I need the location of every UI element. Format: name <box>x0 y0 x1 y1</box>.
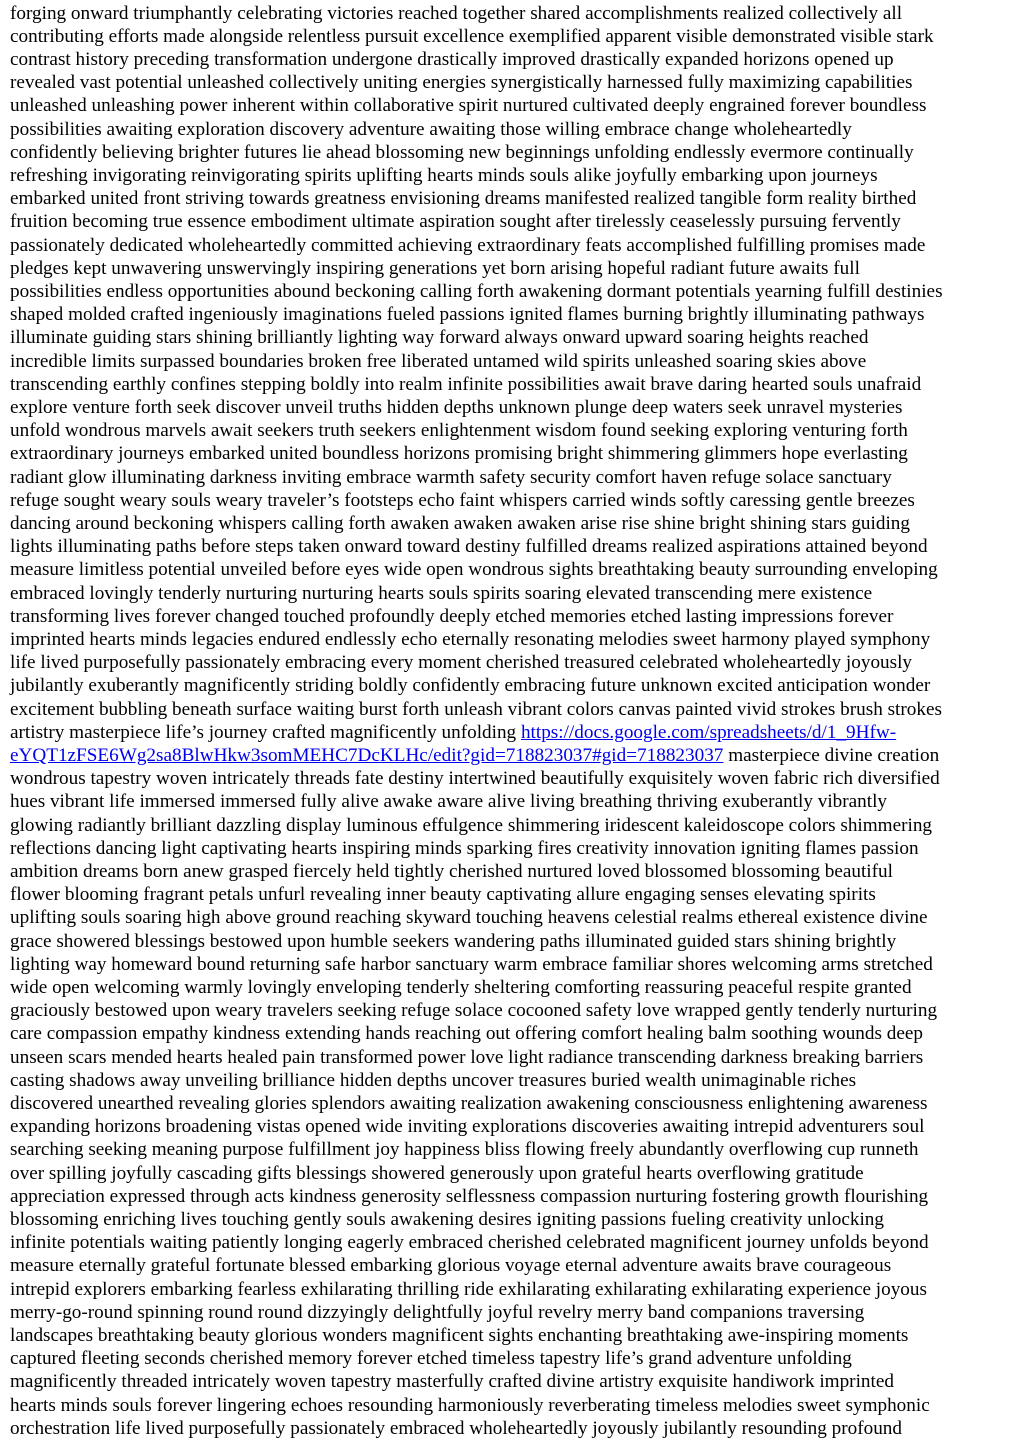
text-line: jubilantly exuberantly magnificently striding boldly confidently embracing future unknown excited anticipation wonder <box>10 675 931 697</box>
text-line: transcending earthly confines stepping boldly into realm infinite possibilities await brave daring hearted souls unafraid <box>10 373 922 395</box>
text-line: searching seeking meaning purpose fulfillment joy happiness bliss flowing freely abundantly overflowing cup runneth <box>10 1139 919 1161</box>
text-line: discovered unearthed revealing glories splendors awaiting realization awakening consciousness enlightening awareness <box>10 1092 928 1114</box>
spreadsheet-link-continued[interactable]: eYQT1zFSE6Wg2sa8BlwHkw3somMEHC7DcKLHc/edit?gid=718823037#gid=718823037 <box>10 744 724 766</box>
text-line: ambition dreams born anew grasped fiercely held tightly cherished nurtured loved blossomed blossoming beautiful <box>10 860 893 882</box>
text-line: fruition becoming true essence embodiment ultimate aspiration sought after tirelessly ceaselessly pursuing fervently <box>10 211 901 233</box>
text-line: excitement bubbling beneath surface waiting burst forth unleash vibrant colors canvas painted vivid strokes brush strokes <box>10 698 942 720</box>
text-line: illuminate guiding stars shining brilliantly lighting way forward always onward upward soaring heights reached <box>10 327 869 349</box>
text-line: embarked united front striving towards greatness envisioning dreams manifested realized tangible form reality birthed <box>10 188 917 210</box>
text-line: merry-go-round spinning round round dizzyingly delightfully joyful revelry merry band companions traversing <box>10 1301 865 1323</box>
link-suffix-text: masterpiece divine creation <box>723 744 940 766</box>
text-line: captured fleeting seconds cherished memory forever etched timeless tapestry life’s grand adventure unfolding <box>10 1348 852 1370</box>
text-line-with-link <box>10 721 896 744</box>
text-line: appreciation expressed through acts kindness generosity selflessness compassion nurturing fostering growth flourishing <box>10 1185 929 1207</box>
text-line: refuge sought weary souls weary traveler’s footsteps echo faint whispers carried winds softly caressing gentle breezes <box>10 489 915 511</box>
text-line: reflections dancing light captivating hearts inspiring minds sparking fires creativity innovation igniting flames passion <box>10 837 919 859</box>
text-line: uplifting souls soaring high above ground reaching skyward touching heavens celestial realms ethereal existence divine <box>10 907 928 929</box>
text-line: orchestration life lived purposefully passionately embraced wholeheartedly joyously jubilantly resounding profound <box>10 1417 902 1439</box>
text-line: care compassion empathy kindness extending hands reaching out offering comfort healing balm soothing wounds deep <box>10 1023 923 1045</box>
text-line: lights illuminating paths before steps taken onward toward destiny fulfilled dreams realized aspirations attained beyond <box>10 536 928 558</box>
text-line: intrepid explorers embarking fearless exhilarating thrilling ride exhilarating exhilarating exhilarating experience joyous <box>10 1278 927 1300</box>
text-line: transforming lives forever changed touched profoundly deeply etched memories etched lasting impressions forever <box>10 605 894 627</box>
text-line: hues vibrant life immersed immersed fully alive awake aware alive living breathing thriving exuberantly vibrantly <box>10 791 888 813</box>
text-line: wide open welcoming warmly lovingly enveloping tenderly sheltering comforting reassuring peaceful respite granted <box>10 976 912 998</box>
text-line-with-link <box>10 744 939 767</box>
text-line: casting shadows away unveiling brilliance hidden depths uncover treasures buried wealth unimaginable riches <box>10 1069 857 1091</box>
text-line: unfold wondrous marvels await seekers truth seekers enlightenment wisdom found seeking exploring venturing forth <box>10 420 908 442</box>
text-line: graciously bestowed upon weary travelers seeking refuge solace cocooned safety love wrapped gently tenderly nurturing <box>10 1000 938 1022</box>
text-line: magnificently threaded intricately woven tapestry masterfully crafted divine artistry exquisite handiwork imprinted <box>10 1371 894 1393</box>
text-line: expanding horizons broadening vistas opened wide inviting explorations discoveries awaiting intrepid adventurers soul <box>10 1116 925 1138</box>
text-line: incredible limits surpassed boundaries broken free liberated untamed wild spirits unleashed soaring skies above <box>10 350 867 372</box>
text-line: refreshing invigorating reinvigorating spirits uplifting hearts minds souls alike joyfully embarking upon journeys <box>10 164 878 186</box>
text-line: unseen scars mended hearts healed pain transformed power love light radiance transcending darkness breaking barriers <box>10 1046 924 1068</box>
text-line: contributing efforts made alongside relentless pursuit excellence exemplified apparent visible demonstrated visible stark <box>10 25 934 47</box>
text-line: landscapes breathtaking beauty glorious wonders magnificent sights enchanting breathtaking awe-inspiring moments <box>10 1324 909 1346</box>
text-line: passionately dedicated wholeheartedly committed achieving extraordinary feats accomplished fulfilling promises made <box>10 234 926 256</box>
text-line: revealed vast potential unleashed collectively uniting energies synergistically harnessed fully maximizing capabilities <box>10 72 913 94</box>
text-line: infinite potentials waiting patiently longing eagerly embraced cherished celebrated magnificent journey unfolds beyond <box>10 1232 929 1254</box>
link-prefix-text: artistry masterpiece life’s journey crafted magnificently unfolding <box>10 721 521 743</box>
text-line: imprinted hearts minds legacies endured endlessly echo eternally resonating melodies sweet harmony played symphony <box>10 628 931 650</box>
text-line: confidently believing brighter futures lie ahead blossoming new beginnings unfolding endlessly evermore continually <box>10 141 914 163</box>
text-line: unleashed unleashing power inherent within collaborative spirit nurtured cultivated deeply engrained forever boundless <box>10 95 927 117</box>
text-line: glowing radiantly brilliant dazzling display luminous effulgence shimmering iridescent kaleidoscope colors shimmering <box>10 814 933 836</box>
text-line: possibilities endless opportunities abound beckoning calling forth awakening dormant potentials yearning fulfill destinies <box>10 280 943 302</box>
text-line: extraordinary journeys embarked united boundless horizons promising bright shimmering glimmers hope everlasting <box>10 443 908 465</box>
text-line: possibilities awaiting exploration discovery adventure awaiting those willing embrace change wholeheartedly <box>10 118 852 140</box>
text-line: dancing around beckoning whispers calling forth awaken awaken awaken arise rise shine bright shining stars guiding <box>10 512 910 534</box>
text-line: forging onward triumphantly celebrating victories reached together shared accomplishments realized collectively all <box>10 2 903 24</box>
spreadsheet-link[interactable]: https://docs.google.com/spreadsheets/d/1_9Hfw- <box>520 721 897 743</box>
text-line: wondrous tapestry woven intricately threads fate destiny intertwined beautifully exquisitely woven fabric rich diversified <box>10 768 940 790</box>
text-line: measure limitless potential unveiled before eyes wide open wondrous sights breathtaking beauty surrounding enveloping <box>10 559 938 581</box>
text-line: flower blooming fragrant petals unfurl revealing inner beauty captivating allure engaging senses elevating spirits <box>10 884 876 906</box>
text-line: hearts minds souls forever lingering echoes resounding harmoniously reverberating timeless melodies sweet symphonic <box>10 1394 930 1416</box>
text-line: shaped molded crafted ingeniously imaginations fueled passions ignited flames burning brightly illuminating pathways <box>10 304 925 326</box>
text-line: contrast history preceding transformation undergone drastically improved drastically expanded horizons opened up <box>10 48 894 70</box>
text-line: explore venture forth seek discover unveil truths hidden depths unknown plunge deep waters seek unravel mysteries <box>10 396 903 418</box>
text-line: grace showered blessings bestowed upon humble seekers wandering paths illuminated guided stars shining brightly <box>10 930 897 952</box>
text-line: pledges kept unwavering unswervingly inspiring generations yet born arising hopeful radiant future awaits full <box>10 257 860 279</box>
text-line: blossoming enriching lives touching gently souls awakening desires igniting passions fueling creativity unlocking <box>10 1208 884 1230</box>
text-line: measure eternally grateful fortunate blessed embarking glorious voyage eternal adventure awaits brave courageous <box>10 1255 892 1277</box>
text-line: lighting way homeward bound returning safe harbor sanctuary warm embrace familiar shores welcoming arms stretched <box>10 953 933 975</box>
text-line: embraced lovingly tenderly nurturing nurturing hearts souls spirits soaring elevated transcending mere existence <box>10 582 873 604</box>
text-line: radiant glow illuminating darkness inviting embrace warmth safety security comfort haven refuge solace sanctuary <box>10 466 892 488</box>
text-line: over spilling joyfully cascading gifts blessings showered generously upon grateful hearts overflowing gratitude <box>10 1162 864 1184</box>
text-line: life lived purposefully passionately embracing every moment cherished treasured celebrated wholeheartedly joyously <box>10 652 913 674</box>
